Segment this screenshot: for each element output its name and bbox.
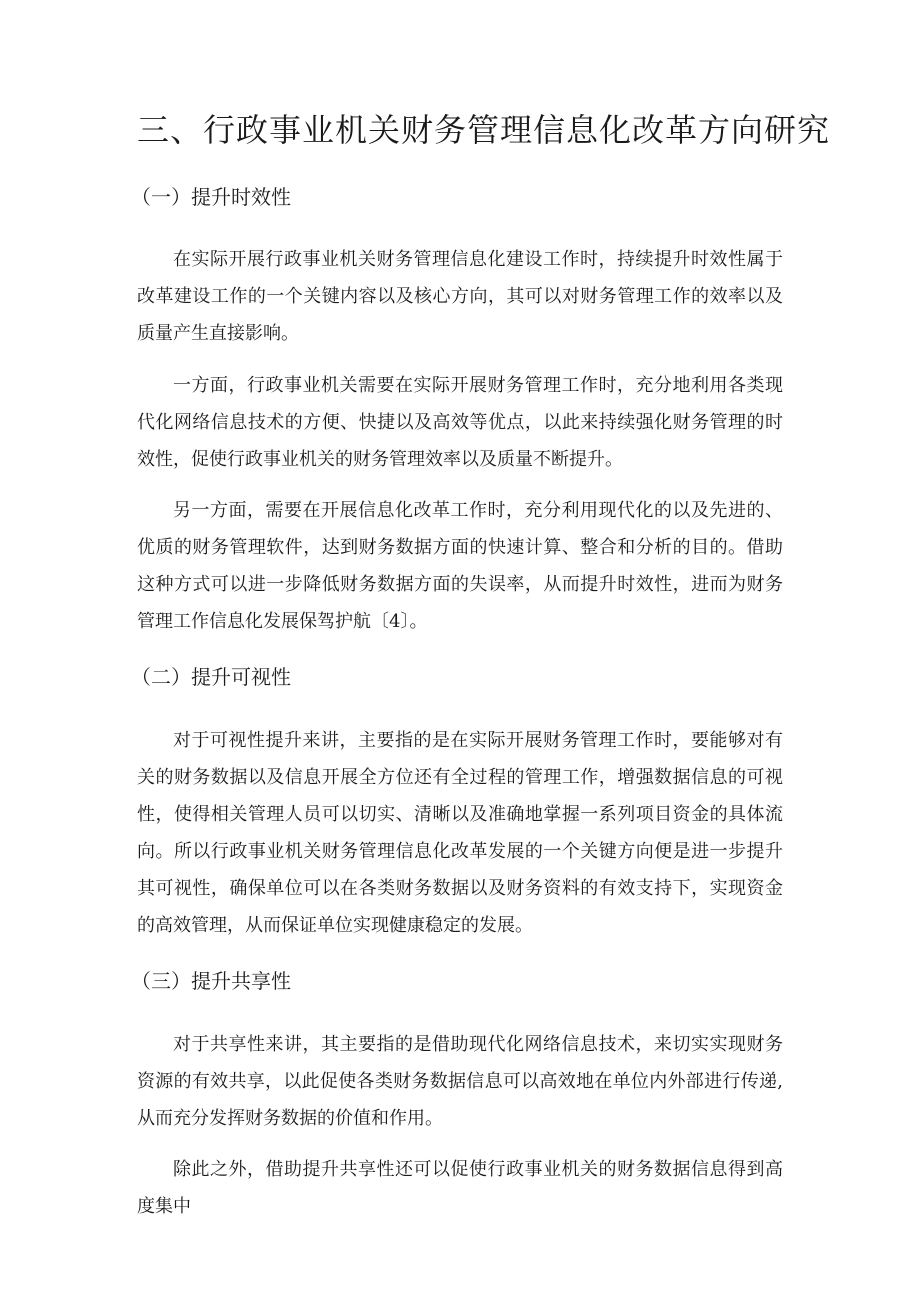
paragraph-3-1: 对于共享性来讲，其主要指的是借助现代化网络信息技术，来切实实现财务资源的有效共享，以此促使各类财务数据信息可以高效地在单位内外部进行传递,从而充分发挥财务数据的价值和作用。 bbox=[137, 1034, 783, 1129]
paragraph-3-2: 除此之外，借助提升共享性还可以促使行政事业机关的财务数据信息得到高度集中 bbox=[137, 1159, 783, 1217]
paragraph-1-1: 在实际开展行政事业机关财务管理信息化建设工作时，持续提升时效性属于改革建设工作的一个关键内容以及核心方向，其可以对财务管理工作的效率以及质量产生直接影响。 bbox=[137, 249, 783, 344]
page-title: 三、行政事业机关财务管理信息化改革方向研究 bbox=[137, 111, 831, 149]
paragraph-2-1: 对于可视性提升来讲，主要指的是在实际开展财务管理工作时，要能够对有关的财务数据以及信息开展全方位还有全过程的管理工作，增强数据信息的可视性，使得相关管理人员可以切实、清晰以及准确地掌握一系列项目资金的具体流向。所以行政事业机关财务管理信息化改革发展的一个关键方向便是进一步提升其可视性，确保单位可以在各类财务数据以及财务资料的有效支持下，实现资金的高效管理，从而保证单位实现健康稳定的发展。 bbox=[137, 730, 783, 936]
paragraph-1-3: 另一方面，需要在开展信息化改革工作时，充分利用现代化的以及先进的、优质的财务管理软件，达到财务数据方面的快速计算、整合和分析的目的。借助这种方式可以进一步降低财务数据方面的失误率，从而提升时效性，进而为财务管理工作信息化发展保驾护航〔4〕。 bbox=[137, 500, 783, 632]
section-heading-1: （一）提升时效性 bbox=[131, 185, 291, 209]
paragraph-1-2: 一方面，行政事业机关需要在实际开展财务管理工作时，充分地利用各类现代化网络信息技术的方便、快捷以及高效等优点，以此来持续强化财务管理的时效性，促使行政事业机关的财务管理效率以及质量不断提升。 bbox=[137, 375, 783, 470]
section-heading-2: （二）提升可视性 bbox=[131, 665, 291, 689]
section-heading-3: （三）提升共享性 bbox=[131, 969, 291, 993]
